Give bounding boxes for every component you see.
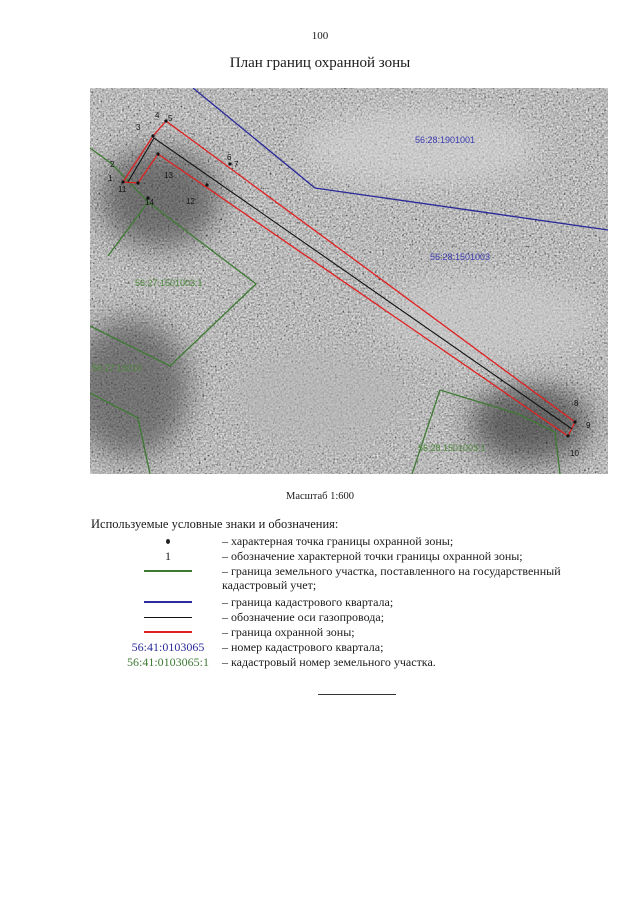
page-title: План границ охранной зоны <box>229 55 411 71</box>
legend-symbol <box>120 595 216 609</box>
parcel-label: 56:27:1501003:1 <box>135 278 203 288</box>
point-label: 3 <box>136 123 141 132</box>
point-marker-icon <box>166 539 170 544</box>
point-label: 4 <box>155 111 160 120</box>
point-label: 14 <box>145 198 154 207</box>
point-label: 5 <box>168 114 173 123</box>
point-label: 6 <box>227 153 232 162</box>
legend-symbol: 1 <box>165 549 171 563</box>
point-label: 10 <box>570 449 579 458</box>
blue-line-icon <box>144 601 192 603</box>
quarter-label: 56:28:1901001 <box>415 135 476 145</box>
legend-symbol: 56:41:0103065:1 <box>126 655 209 669</box>
legend-symbol <box>120 564 216 578</box>
legend-symbol <box>120 610 216 624</box>
legend-heading: Используемые условные знаки и обозначения: <box>91 517 339 531</box>
point-label: 9 <box>586 421 591 430</box>
page-number: 100 <box>311 30 329 42</box>
black-line-icon <box>144 617 192 618</box>
point-label: 1 <box>108 174 113 183</box>
map-scale: Масштаб 1:600 <box>285 491 354 502</box>
legend-symbol <box>120 534 216 548</box>
point-label: 12 <box>186 197 195 206</box>
legend-symbol <box>120 625 216 639</box>
green-line-icon <box>144 570 192 572</box>
footer-divider <box>318 694 396 695</box>
map-canvas <box>90 88 608 474</box>
point-label: 2 <box>110 160 115 169</box>
point-label: 11 <box>118 185 127 194</box>
point-label: 8 <box>574 399 579 408</box>
legend-symbol: 56:41:0103065 <box>131 640 205 654</box>
parcel-label: 56:28:1501003:1 <box>418 443 486 453</box>
red-line-icon <box>144 631 192 633</box>
parcel-label: 56:27:15010 <box>92 363 143 373</box>
point-label: 7 <box>234 160 239 169</box>
quarter-label: 56:28:1501003 <box>430 252 491 262</box>
map-view[interactable] <box>90 88 608 474</box>
point-label: 13 <box>164 171 173 180</box>
